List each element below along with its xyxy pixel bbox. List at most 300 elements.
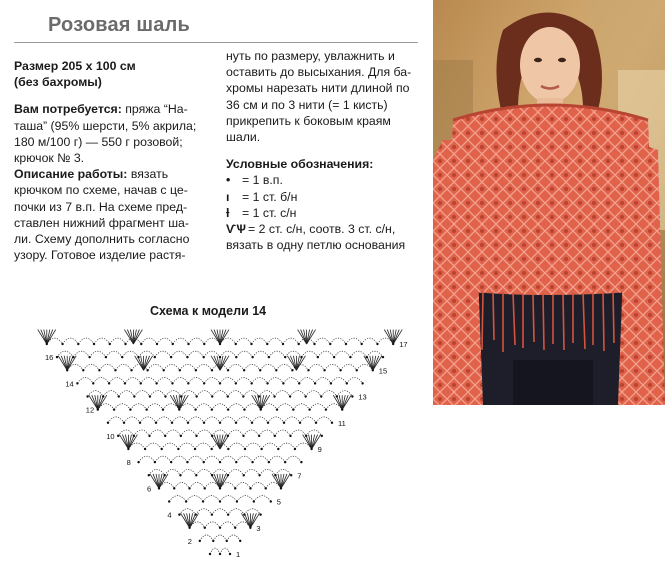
chain-dot [267,422,269,424]
chain-arc [236,351,252,357]
chain-arc [103,391,119,397]
double-crochet-icon: ƚ [226,205,230,220]
chain-arc [310,404,326,410]
chain-dot [219,356,221,358]
chain-arc [269,456,285,462]
chain-arc [77,377,93,383]
chain-arc [244,469,260,475]
chain-arc [228,443,245,449]
chain-arc [308,364,324,370]
chain-arc [155,351,171,357]
legend-extra-line: вязать в одну петлю основания [226,238,406,253]
double-crochet-stitch [127,330,133,344]
chain-dot [234,527,236,529]
chain-arc [260,469,276,475]
chain-dot [108,382,110,384]
chain-dot [250,382,252,384]
chain-dot [211,408,213,410]
continuation-line-6: шали. [226,130,261,145]
chain-dot [92,382,94,384]
chain-dot [219,422,221,424]
chain-arc [236,377,252,383]
chain-arc [302,351,318,357]
chain-arc [203,496,220,502]
chain-dot [227,435,229,437]
double-crochet-stitch [41,330,47,344]
chain-arc [141,338,157,344]
shawl-photo-illustration [433,0,665,405]
chain-arc [212,391,228,397]
chain-dot [329,343,331,345]
row-number: 13 [358,392,367,402]
chain-dot [46,343,48,345]
chain-arc [220,456,236,462]
chain-arc [212,404,228,410]
model-photo [433,0,665,405]
chain-arc [165,469,181,475]
chain-arc [253,351,269,357]
chain-arc [165,430,181,436]
chain-dot [203,343,205,345]
chain-dot [260,408,262,410]
chain-dot [129,408,131,410]
chain-arc [235,482,250,488]
chain-dot [195,395,197,397]
chain-dot [171,422,173,424]
chain-arc [269,351,285,357]
page-title: Розовая шаль [48,14,191,36]
chain-arc [145,443,162,449]
chain-arc [172,417,188,423]
chain-arc [109,377,125,383]
double-crochet-stitch [173,395,179,409]
chain-dot [361,343,363,345]
chain-dot [330,382,332,384]
chain-dot [251,461,253,463]
chain-arc [283,377,299,383]
chain-dot [156,343,158,345]
row-number: 5 [276,497,281,507]
row-number: 12 [85,405,95,415]
chain-arc [251,338,267,344]
chain-dot [249,487,251,489]
chain-dot [187,422,189,424]
row-number: 15 [378,366,388,376]
chain-dot [127,448,129,450]
chain-arc [276,364,292,370]
chain-dot [82,369,84,371]
chain-arc [283,338,299,344]
chain-dot [346,382,348,384]
chain-dot [203,382,205,384]
chain-arc [180,469,196,475]
chain-dot [300,356,302,358]
chain-dot [158,487,160,489]
chain-arc [189,338,205,344]
chain-arc [212,509,228,515]
continuation-line-3: хромы нарезать нити длиной по [226,81,410,96]
chain-arc [157,338,173,344]
chain-arc [180,364,196,370]
chain-arc [284,417,300,423]
chain-dot [130,369,132,371]
chain-dot [154,356,156,358]
chain-arc [57,351,73,357]
size-line-2: (без бахромы) [14,75,102,90]
chain-dot [333,356,335,358]
chain-arc [196,469,212,475]
chain-arc [196,404,212,410]
legend-item-chain: • = 1 в.п. [226,173,283,188]
chain-arc [228,364,244,370]
chain-arc [341,364,357,370]
crochet-scheme-diagram [30,322,408,567]
chain-dot [170,356,172,358]
chain-dot [155,382,157,384]
chain-arc [140,417,156,423]
chain-dot [227,395,229,397]
chain-arc [220,522,235,528]
chain-dot [172,343,174,345]
legend-item-single-crochet: ı = 1 ст. б/н [226,189,298,204]
double-crochet-stitch [214,435,220,449]
chain-dot [194,513,196,515]
materials-label: Вам потребуется: [14,102,122,117]
chain-dot [298,343,300,345]
chain-dot [251,422,253,424]
chain-dot [284,356,286,358]
chain-dot [243,369,245,371]
chain-arc [141,377,157,383]
chain-dot [137,461,139,463]
chain-dot [258,474,260,476]
title-divider [14,42,418,43]
continuation-line-4: 36 см и по 3 нити (= 1 кисть) [226,97,388,112]
chain-arc [150,391,166,397]
chain-dot [229,553,231,555]
chain-arc [321,391,337,397]
chain-dot [239,540,241,542]
double-crochet-stitch [244,513,250,527]
chain-arc [290,391,306,397]
chain-dot [219,487,221,489]
chain-dot [173,487,175,489]
double-crochet-stitch [290,356,296,370]
chain-dot [298,382,300,384]
legend-title: Условные обозначения: [226,157,374,172]
chain-dot [251,356,253,358]
chain-arc [106,351,122,357]
chain-arc [99,364,115,370]
chain-arc [299,377,315,383]
chain-dot [289,395,291,397]
row-number: 10 [106,431,115,441]
chain-arc [186,496,203,502]
chain-dot [345,343,347,345]
chain-dot [242,435,244,437]
chain-dot [211,395,213,397]
chain-dot [244,448,246,450]
description-line-6: узору. Готовое изделие растя- [14,248,186,263]
chain-arc [195,443,212,449]
double-crochet-stitch [367,356,373,370]
chain-dot [300,461,302,463]
chain-arc [197,391,213,397]
chain-dot [144,448,146,450]
chain-dot [211,369,213,371]
chain-arc [244,364,260,370]
chain-dot [280,487,282,489]
chain-arc [139,456,155,462]
chain-arc [275,391,291,397]
chain-arc [334,351,350,357]
chain-dot [315,422,317,424]
chain-dot [266,382,268,384]
chain-arc [197,430,213,436]
double-crochet-stitch [122,435,128,449]
chain-dot [88,356,90,358]
chain-arc [114,404,130,410]
chain-arc [227,535,240,541]
chain-arc [130,404,146,410]
chain-dot [86,395,88,397]
chain-dot [212,540,214,542]
size-line-1: Размер 205 х 100 см [14,59,136,73]
chain-dot [124,343,126,345]
chain-arc [90,351,106,357]
chain-arc [190,482,205,488]
chain-dot [202,500,204,502]
double-crochet-stitch [61,356,67,370]
description-label: Описание работы: [14,167,128,182]
chain-dot [137,356,139,358]
double-crochet-stitch [184,513,190,527]
chain-dot [235,343,237,345]
chain-arc [169,496,186,502]
chain-arc [362,338,378,344]
row-number: 1 [236,550,241,559]
chain-arc [275,430,291,436]
chain-dot [294,448,296,450]
chain-dot [336,395,338,397]
chain-dot [179,369,181,371]
chain-dot [339,369,341,371]
chain-arc [171,456,187,462]
chain-arc [220,496,237,502]
chain-dot [366,356,368,358]
chain-dot [146,369,148,371]
chain-arc [204,456,220,462]
chain-arc [181,430,197,436]
chain-dot [249,527,251,529]
chain-dot [195,369,197,371]
chain-dot [97,408,99,410]
chain-dot [163,474,165,476]
chain-arc [173,338,189,344]
chain-dot [260,448,262,450]
chain-dot [204,487,206,489]
chain-dot [148,474,150,476]
chain-dot [185,500,187,502]
chain-arc [200,535,213,541]
chain-arc [187,456,203,462]
chain-arc [63,338,79,344]
chain-dot [259,513,261,515]
chain-arc [285,456,301,462]
description-line-1: Описание работы: вязать [14,167,169,182]
chain-arc [179,509,195,515]
chain-dot [93,343,95,345]
chain-dot [299,422,301,424]
chain-arc [125,377,141,383]
chain-arc [119,391,135,397]
chain-dot [227,474,229,476]
chain-dot [325,408,327,410]
chain-arc [122,351,138,357]
row-number: 6 [147,484,152,494]
chain-dot [307,369,309,371]
chain-arc [293,404,309,410]
chain-arc [346,338,362,344]
chain-dot [118,395,120,397]
chain-dot [284,461,286,463]
right-text-column [226,48,422,253]
chain-dot [188,527,190,529]
chain-arc [134,430,150,436]
chain-arc [188,417,204,423]
chain-dot [227,513,229,515]
double-crochet-stitch [153,474,159,488]
chain-dot [105,356,107,358]
chain-dot [155,422,157,424]
chain-dot [372,369,374,371]
chain-dot [195,435,197,437]
chain-arc [228,430,244,436]
chain-arc [178,443,195,449]
chain-arc [236,338,252,344]
chain-arc [110,338,126,344]
chain-arc [268,377,284,383]
chain-dot [289,435,291,437]
chain-arc [181,391,197,397]
chain-dot [236,500,238,502]
continuation-line-5: прикрепить к боковым краям [226,113,391,128]
chain-dot [283,422,285,424]
chain-dot [351,395,353,397]
chain-dot [282,382,284,384]
chain-arc [252,417,268,423]
chain-arc [147,404,163,410]
chain-stitch-icon: • [226,173,231,188]
chain-dot [168,500,170,502]
chain-dot [148,435,150,437]
chain-dot [219,500,221,502]
chain-dot [114,369,116,371]
chain-dot [243,474,245,476]
chain-dot [123,422,125,424]
legend-item-double-crochet: ƚ = 1 ст. с/н [226,205,297,220]
chain-dot [341,408,343,410]
chain-dot [235,356,237,358]
chain-arc [290,430,306,436]
chain-dot [209,553,211,555]
chain-dot [268,356,270,358]
chain-arc [134,391,150,397]
chain-dot [161,448,163,450]
chain-dot [356,369,358,371]
chain-dot [203,461,205,463]
chain-dot [227,408,229,410]
chain-dot [186,356,188,358]
row-number: 7 [297,471,302,481]
chain-arc [228,391,244,397]
double-crochet-stitch [255,395,261,409]
chain-dot [304,395,306,397]
chain-arc [262,443,279,449]
chain-arc [174,482,189,488]
left-text-column [14,58,210,263]
chain-arc [254,496,271,502]
chain-dot [177,448,179,450]
chain-dot [291,369,293,371]
chain-arc [236,456,252,462]
crochet-stitch-chart [38,330,402,556]
chain-arc [278,443,295,449]
description-line-3: почки из 7 в.п. На схеме пред- [14,199,188,214]
chain-arc [94,338,110,344]
chain-arc [172,377,188,383]
chain-arc [220,351,236,357]
chain-dot [331,422,333,424]
chain-dot [382,356,384,358]
chain-dot [178,408,180,410]
chain-arc [267,338,283,344]
legend-item-cluster: ѴѰ = 2 ст. с/н, соотв. 3 ст. с/н, [226,222,396,237]
chain-arc [315,377,331,383]
chain-dot [170,461,172,463]
chain-arc [300,417,316,423]
cluster-stitch-icon: ѴѰ [226,222,246,237]
chain-arc [251,482,266,488]
chain-dot [171,382,173,384]
chain-dot [164,395,166,397]
chain-dot [361,382,363,384]
chain-dot [117,435,119,437]
chain-dot [219,461,221,463]
chain-dot [290,474,292,476]
chain-dot [66,369,68,371]
double-crochet-stitch [214,474,220,488]
chain-arc [210,548,220,554]
continuation-line-1: нуть по размеру, увлажнить и [226,49,395,63]
chain-dot [274,435,276,437]
chain-dot [235,461,237,463]
chain-dot [243,408,245,410]
chain-dot [109,343,111,345]
chain-dot [194,408,196,410]
chain-dot [270,500,272,502]
row-number: 4 [167,510,172,520]
chain-dot [211,435,213,437]
double-crochet-stitch [214,356,220,370]
chain-arc [220,417,236,423]
chain-dot [199,540,201,542]
chain-dot [56,356,58,358]
chain-dot [250,343,252,345]
chain-arc [204,351,220,357]
chain-arc [220,377,236,383]
chain-arc [347,377,363,383]
